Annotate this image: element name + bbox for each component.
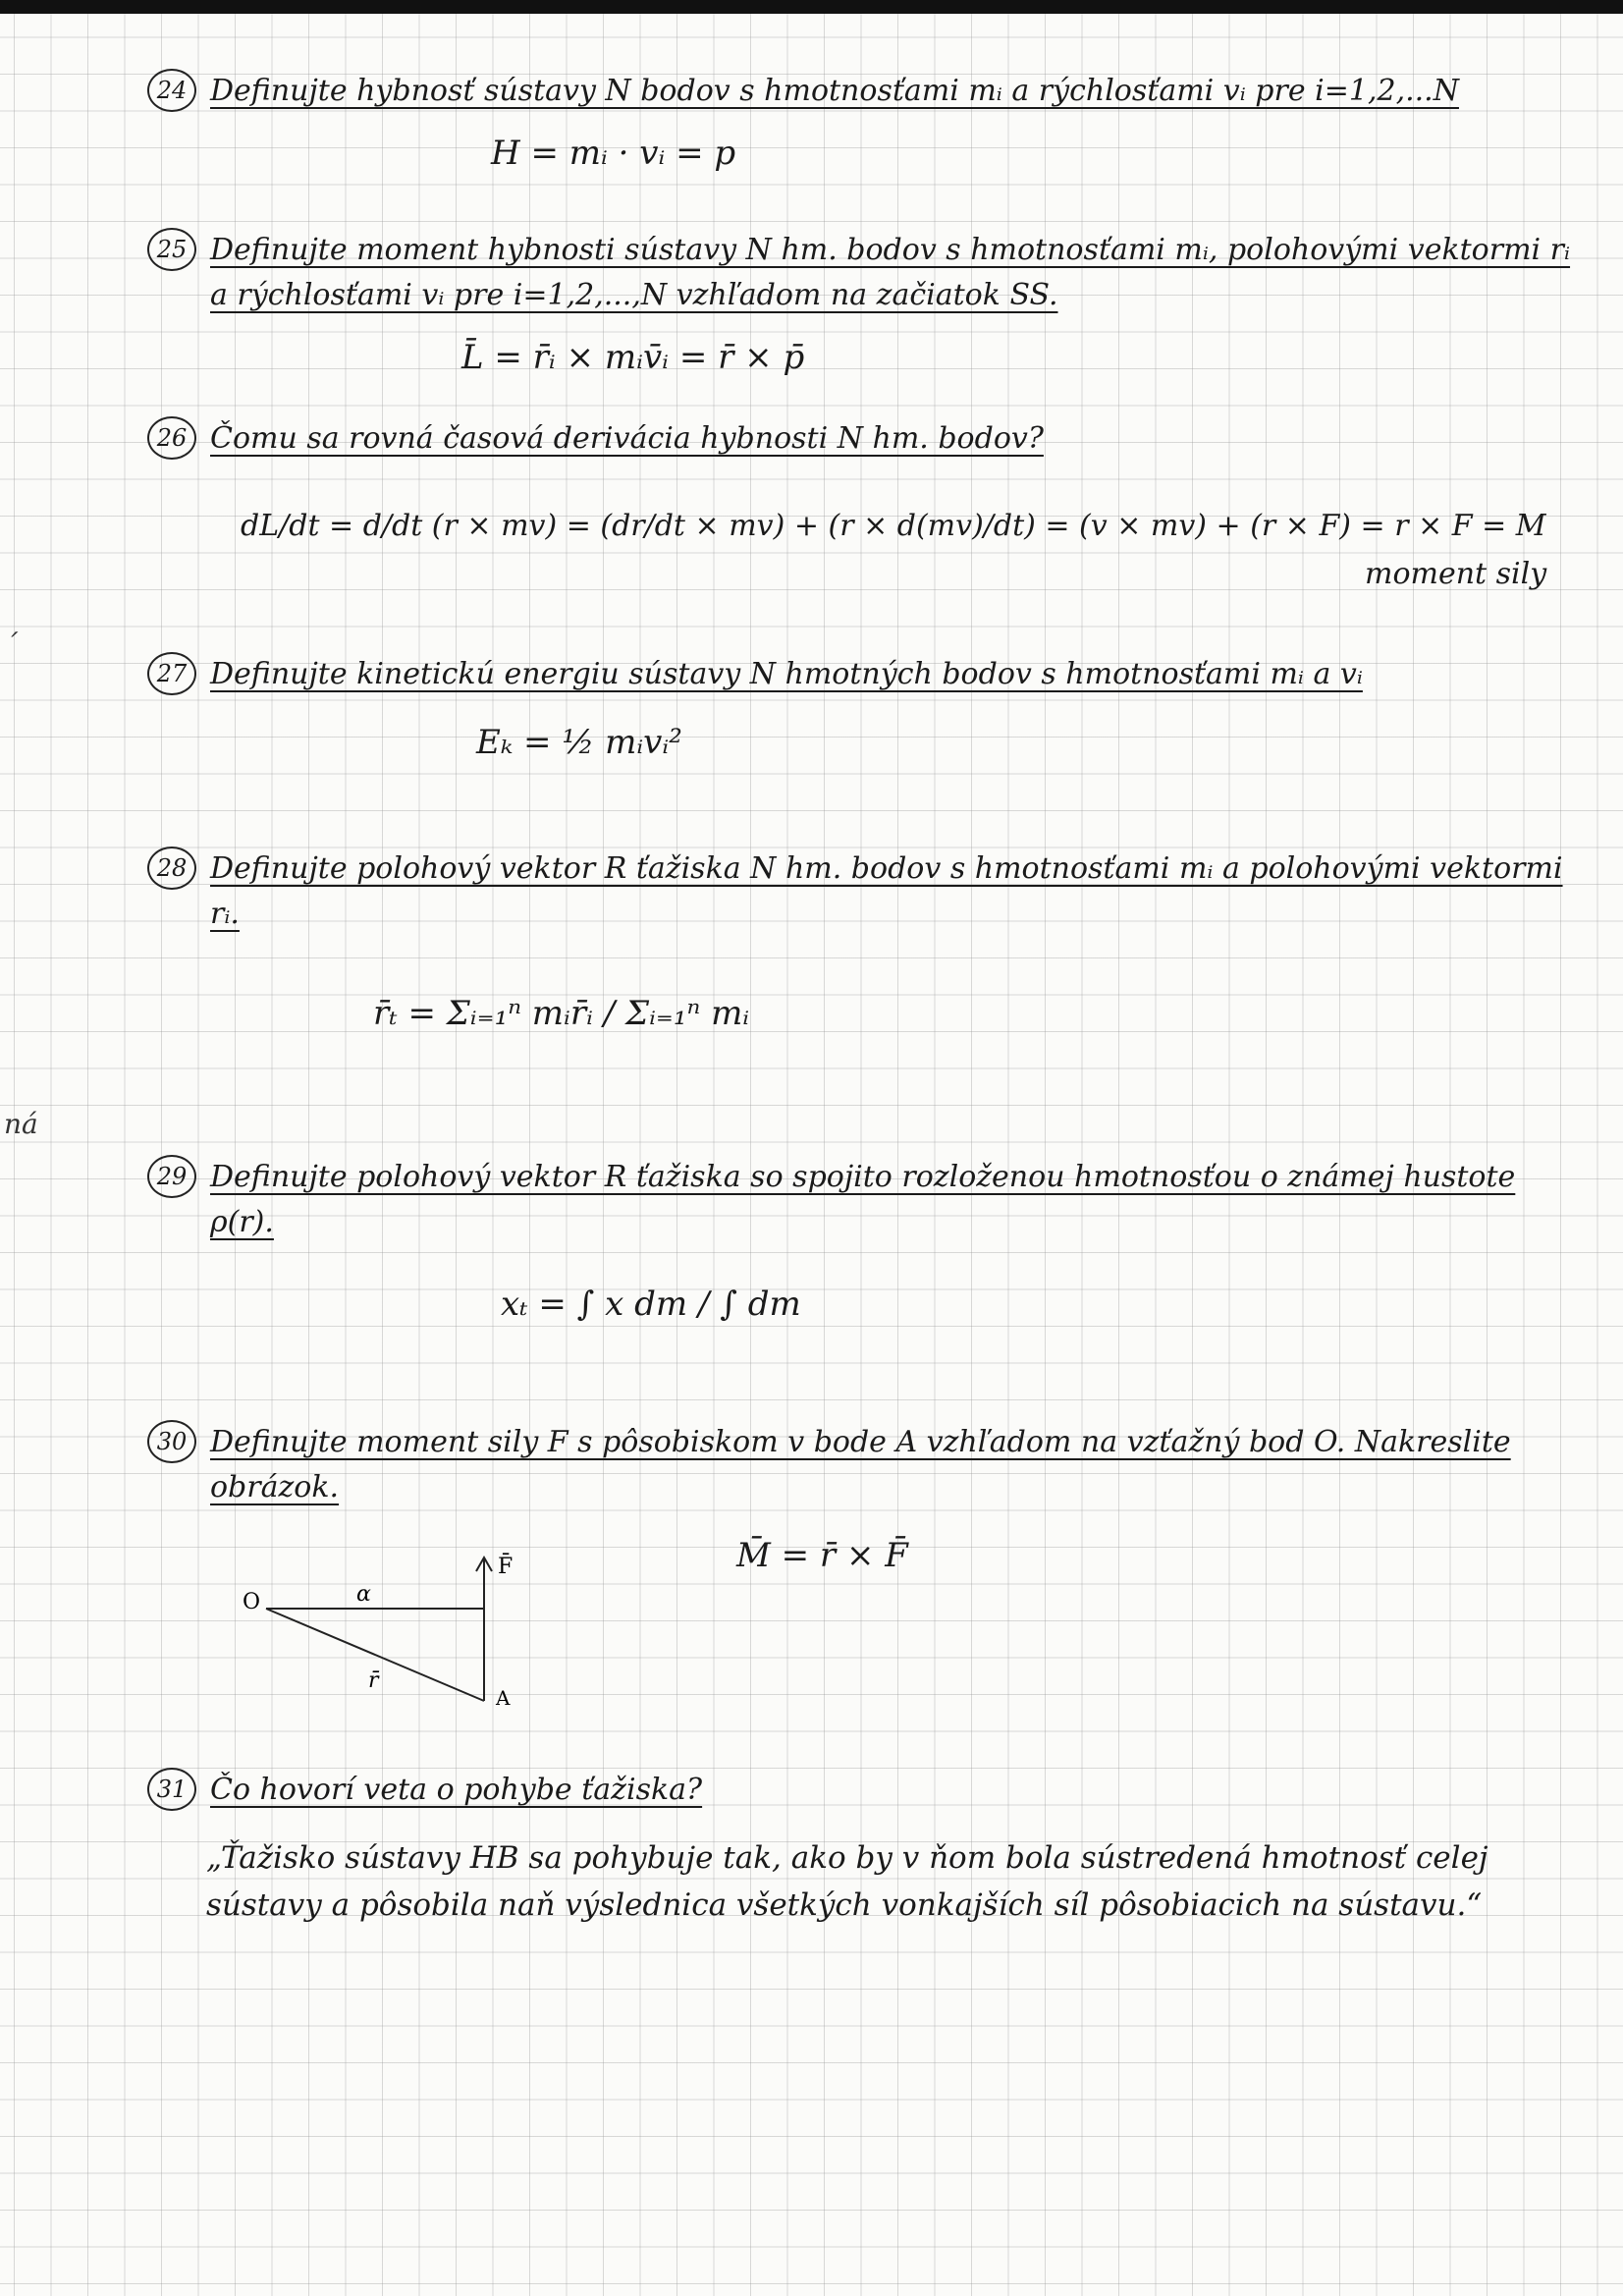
moment-diagram (231, 1542, 545, 1719)
question-text: Definujte polohový vektor R ťažiska N hm. bodov s hmotnosťami mᵢ a polohovými vektormi rᵢ. (210, 851, 1563, 931)
formula: Eₖ = ½ mᵢvᵢ² (476, 723, 682, 762)
label-radius: r̄ (368, 1668, 379, 1693)
label-a: A (496, 1686, 511, 1710)
formula: H = mᵢ · vᵢ = p (491, 134, 736, 173)
formula: dL/dt = d/dt (r × mv) = (dr/dt × mv) + (r × d(mv)/dt) = (v × mv) + (r × F) = r × F = M (241, 509, 1546, 543)
question-text: Čo hovorí veta o pohybe ťažiska? (210, 1773, 703, 1807)
scan-edge (0, 0, 1623, 14)
question-text: Čomu sa rovná časová derivácia hybnosti N hm. bodov? (210, 421, 1044, 456)
formula: L̄ = r̄ᵢ × mᵢv̄ᵢ = r̄ × p̄ (461, 338, 805, 377)
question-31 (147, 1768, 1591, 1929)
question-text: Definujte moment sily F s pôsobiskom v bode A vzhľadom na vzťažný bod O. Nakreslite obrázok. (210, 1425, 1511, 1504)
question-number: 25 (147, 228, 196, 271)
formula: r̄ₜ = Σᵢ₌₁ⁿ mᵢr̄ᵢ / Σᵢ₌₁ⁿ mᵢ (373, 994, 750, 1033)
answer-text: „Ťažisko sústavy HB sa pohybuje tak, ako by v ňom bola sústredená hmotnosť celej sústavy a pôsobila naň výslednica všetkých vonkajších síl pôsobiacich na sústavu.“ (206, 1840, 1488, 1923)
question-text: Definujte polohový vektor R ťažiska so spojito rozloženou hmotnosťou o známej hustote ρ(r). (210, 1160, 1516, 1239)
question-text: Definujte hybnosť sústavy N bodov s hmotnosťami mᵢ a rýchlosťami vᵢ pre i=1,2,...N (210, 74, 1459, 108)
question-number: 31 (147, 1768, 196, 1811)
question-24 (147, 69, 1591, 173)
question-29 (147, 1155, 1591, 1324)
question-28 (147, 847, 1591, 1033)
question-25 (147, 228, 1591, 377)
margin-mark: ´ (4, 629, 18, 661)
label-o: O (243, 1590, 261, 1614)
margin-mark: ná (4, 1108, 38, 1140)
label-force: F̄ (498, 1555, 514, 1579)
question-number: 30 (147, 1420, 196, 1463)
question-number: 27 (147, 652, 196, 695)
question-text: Definujte kinetickú energiu sústavy N hmotných bodov s hmotnosťami mᵢ a vᵢ (210, 657, 1363, 691)
question-text: Definujte moment hybnosti sústavy N hm. bodov s hmotnosťami mᵢ, polohovými vektormi rᵢ a rýchlosťami vᵢ pre i=1,2,...,N vzhľadom na začiatok SS. (210, 233, 1571, 312)
formula: M̄ = r̄ × F̄ (736, 1536, 908, 1575)
label-angle: α (356, 1582, 371, 1607)
question-26 (147, 416, 1591, 591)
question-number: 29 (147, 1155, 196, 1198)
formula-note: moment sily (1365, 557, 1547, 591)
question-number: 26 (147, 416, 196, 460)
question-27 (147, 652, 1591, 762)
question-number: 24 (147, 69, 196, 112)
formula: xₜ = ∫ x dm / ∫ dm (501, 1285, 801, 1324)
question-number: 28 (147, 847, 196, 890)
